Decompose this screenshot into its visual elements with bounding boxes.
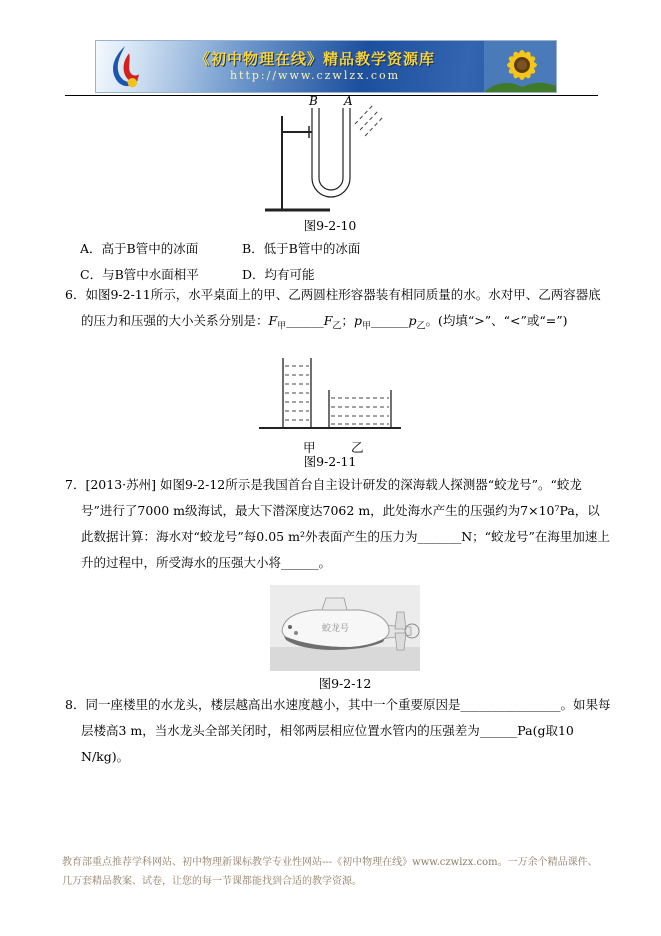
symbol-p: p (353, 313, 362, 328)
site-banner (95, 40, 557, 93)
sub-yi: 乙 (332, 321, 342, 332)
figure-10-caption: 图9-2-10 (303, 218, 357, 233)
footer-line-2: 几万套精品教案、试卷，让您的每一节课都能找到合适的教学资源。 (62, 876, 362, 887)
site-logo-icon (104, 44, 146, 90)
options-row-cd (80, 265, 315, 283)
question-6-text: 6．如图9-2-11所示，水平桌面上的甲、乙两圆柱形容器装有相同质量的水。水对甲、乙两容器底的压力和压强的大小关系分别是： (65, 287, 601, 328)
containers-figure (255, 352, 405, 454)
container-yi-label: 乙 (351, 440, 364, 455)
sub-jia: 甲 (277, 321, 287, 332)
question-6 (65, 282, 611, 340)
submarine-drawing (270, 585, 420, 671)
container-jia-label: 甲 (303, 440, 316, 455)
question-6-tail: 。(均填“>”、“<”或“=”) (425, 313, 568, 328)
blank-field: ______ (286, 313, 324, 328)
symbol-F: F (268, 313, 278, 328)
banner-url-link[interactable]: http://www.czwlzx.com (229, 69, 401, 83)
submarine-photo (270, 585, 420, 675)
option-d[interactable]: D．均有可能 (241, 267, 315, 282)
question-8: 8．同一座楼里的水龙头，楼层越高出水速度越小，其中一个重要原因是________________。如果每层楼高3 m，当水龙头全部关闭时，相邻两层相应位置水管内的压强差为______Pa(g取10 N/kg)。 (65, 697, 611, 764)
tube-b-label: B (309, 94, 318, 108)
sunflower-icon (484, 41, 556, 92)
figure-11-caption: 图9-2-11 (303, 454, 357, 469)
blank-field: ______ (370, 313, 409, 328)
option-a[interactable]: A．高于B管中的冰面 (80, 241, 199, 256)
banner-text (146, 51, 484, 83)
option-c[interactable]: C．与B管中水面相平 (80, 267, 199, 282)
figure-12-caption: 图9-2-12 (318, 676, 372, 691)
sub-yi: 乙 (416, 321, 426, 332)
options-row-ab (80, 239, 360, 257)
tube-a-label: A (344, 94, 353, 108)
symbol-p: p (408, 313, 417, 328)
option-b[interactable]: B．低于B管中的冰面 (241, 241, 361, 256)
page-footer (62, 853, 607, 891)
separator: ； (341, 313, 354, 328)
utube-drawing (262, 94, 402, 216)
symbol-F: F (323, 313, 333, 328)
utube-figure (262, 94, 402, 220)
banner-title: 《初中物理在线》精品教学资源库 (194, 49, 435, 68)
footer-line-1: 教育部重点推荐学科网站、初中物理新课标教学专业性网站---《初中物理在线》www.czwlzx.com。一万余个精品课件、 (62, 857, 598, 868)
sub-jia: 甲 (361, 321, 371, 332)
containers-drawing (255, 352, 405, 434)
submarine-name-text: 蛟龙号 (322, 624, 350, 634)
question-7: 7．[2013·苏州] 如图9-2-12所示是我国首台自主设计研发的深海载人探测器“蛟龙号”。“蛟龙号”进行了7000 m级海试，最大下潜深度达7062 m，此处海水产生的压强约为7×10⁷Pa，以此数据计算：海水对“蛟龙号”每0.05 m²外表面产生的压力为_______N；“蛟龙号”在海里加速上升的过程中，所受海水的压强大小将______。 (65, 477, 610, 570)
